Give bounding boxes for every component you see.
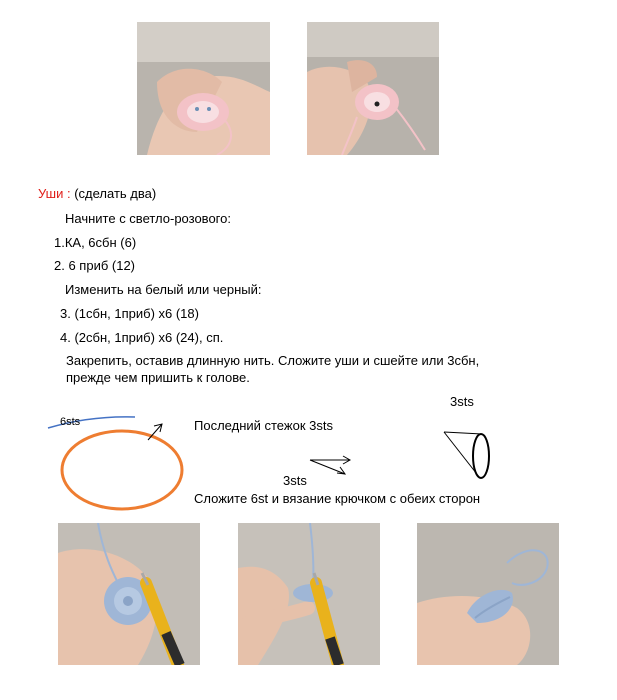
row-2: 2. 6 приб (12) xyxy=(54,258,136,273)
intro-text: Начните с светло-розового: xyxy=(65,211,231,226)
photo-blue-ear-circle xyxy=(58,523,200,665)
cone-icon xyxy=(444,432,489,478)
circle-label: 6sts xyxy=(60,416,81,428)
section-heading xyxy=(38,186,156,202)
row-3: 3. (1сбн, 1приб) x6 (18) xyxy=(60,306,199,321)
photo-blue-ear-cone xyxy=(417,523,559,665)
heading-title: Уши : xyxy=(38,186,71,201)
finish-line-1: Закрепить, оставив длинную нить. Сложите уши и сшейте или 3сбн, xyxy=(66,353,480,368)
photo-pink-ear-white xyxy=(137,22,270,155)
photo-pink-ear-black xyxy=(307,22,439,155)
row-1: 1.КА, 6сбн (6) xyxy=(54,235,137,250)
row-4: 4. (2сбн, 1приб) x6 (24), сп. xyxy=(60,330,224,345)
change-color-text: Изменить на белый или черный: xyxy=(65,282,262,297)
last-stitch-label: Последний стежок 3sts xyxy=(194,418,333,433)
finish-line-2: прежде чем пришить к голове. xyxy=(66,370,250,385)
heading-note: (сделать два) xyxy=(74,186,157,201)
photo-blue-ear-folded xyxy=(238,523,380,665)
fold-instruction: Сложите 6st и вязание крючком с обеих сторон xyxy=(194,491,481,506)
cone-label: 3sts xyxy=(450,394,474,409)
fold-label: 3sts xyxy=(283,473,307,488)
ear-circle xyxy=(62,431,182,509)
fold-arrows-icon xyxy=(310,456,350,474)
